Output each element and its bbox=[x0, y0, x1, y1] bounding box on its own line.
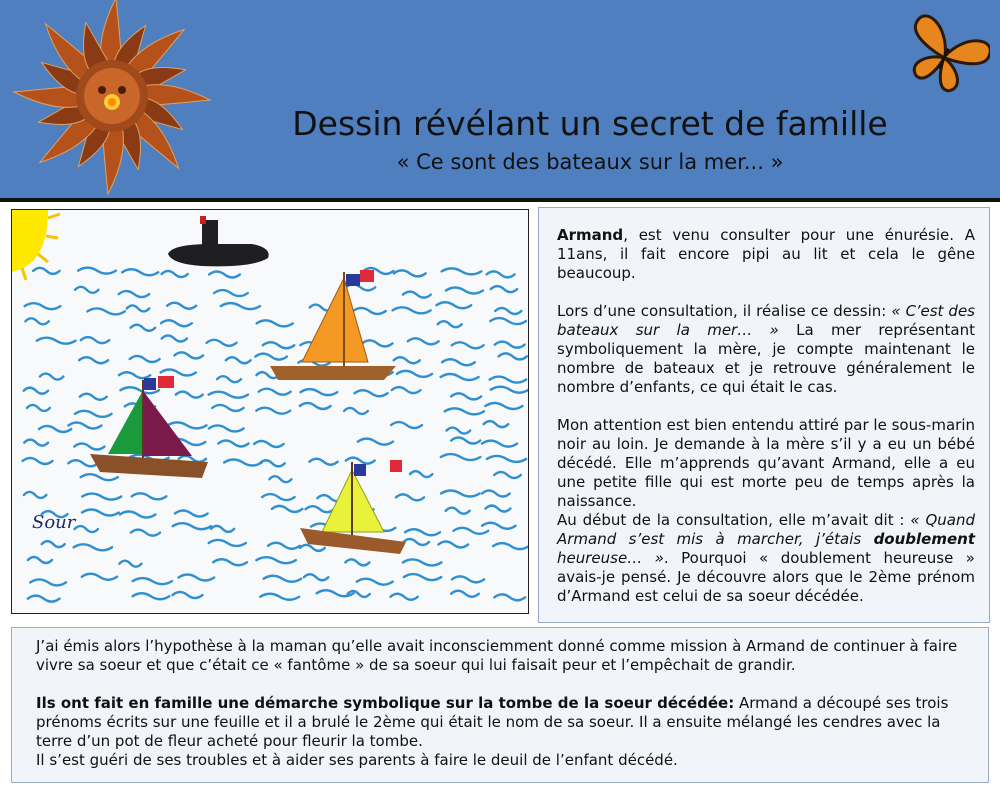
header-banner bbox=[0, 0, 1000, 202]
butterfly-icon bbox=[900, 14, 990, 98]
artist-signature: Sour bbox=[32, 512, 76, 533]
conclusion-paragraph: Il s’est guéri de ses troubles et à aider ses parents à faire le deuil de l’enfant décédé. bbox=[36, 751, 678, 769]
sun-icon bbox=[0, 0, 230, 198]
page-subtitle: « Ce sont des bateaux sur la mer... » bbox=[396, 150, 784, 174]
page-title: Dessin révélant un secret de famille bbox=[292, 104, 888, 143]
conclusion-paragraph: Ils ont fait en famille une démarche symbolique sur la tombe de la soeur décédée: Armand a découpé ses trois prénoms écrits sur une feuille et il a brulé le 2ème qui était le nom de sa soeur. Il a ensuite mélangé les cendres avec la terre d’un pot de fleur acheté pour fleurir la tombe. bbox=[36, 694, 949, 750]
conclusion-paragraph: J’ai émis alors l’hypothèse à la maman qu’elle avait inconsciemment donné comme mission à Armand de continuer à faire vivre sa soeur et que c’était ce « fantôme » de sa soeur qui lui faisait peur et l’empêchait de grandir. bbox=[36, 637, 958, 674]
child-drawing bbox=[11, 209, 529, 614]
patient-name: Armand bbox=[557, 226, 624, 244]
story-paragraph: Lors d’une consultation, il réalise ce dessin: « C’est des bateaux sur la mer… » La mer représentant symboliquement la mère, je compte maintenant le nombre de bateaux et je retrouve généralement le nombre d’enfants, ce qui était le cas. bbox=[557, 302, 975, 396]
flag-icon bbox=[144, 376, 174, 390]
mother-quote: « Quand Armand s’est mis à marcher, j’étais doublement heureuse… » bbox=[557, 511, 975, 567]
story-panel bbox=[538, 207, 990, 623]
story-paragraph: Au début de la consultation, elle m’avait dit : « Quand Armand s’est mis à marcher, j’étais doublement heureuse… ». Pourquoi « doublement heureuse » avais-je pensé. Je découvre alors que le 2ème prénom d’Armand est celui de sa soeur décédée. bbox=[557, 511, 975, 605]
story-paragraph: Armand, est venu consulter pour une énurésie. A 11ans, il fait encore pipi au lit et cela le gêne beaucoup. bbox=[557, 226, 975, 282]
story-paragraph: Mon attention est bien entendu attiré par le sous-marin noir au loin. Je demande à la mère s’il y a eu un bébé décédé. Elle m’apprends qu’avant Armand, elle a eu une petite fille qui est morte peu de temps après la naissance. bbox=[557, 416, 975, 510]
drawing-quote: « C’est des bateaux sur la mer… » bbox=[557, 302, 975, 339]
conclusion-panel bbox=[11, 627, 989, 783]
